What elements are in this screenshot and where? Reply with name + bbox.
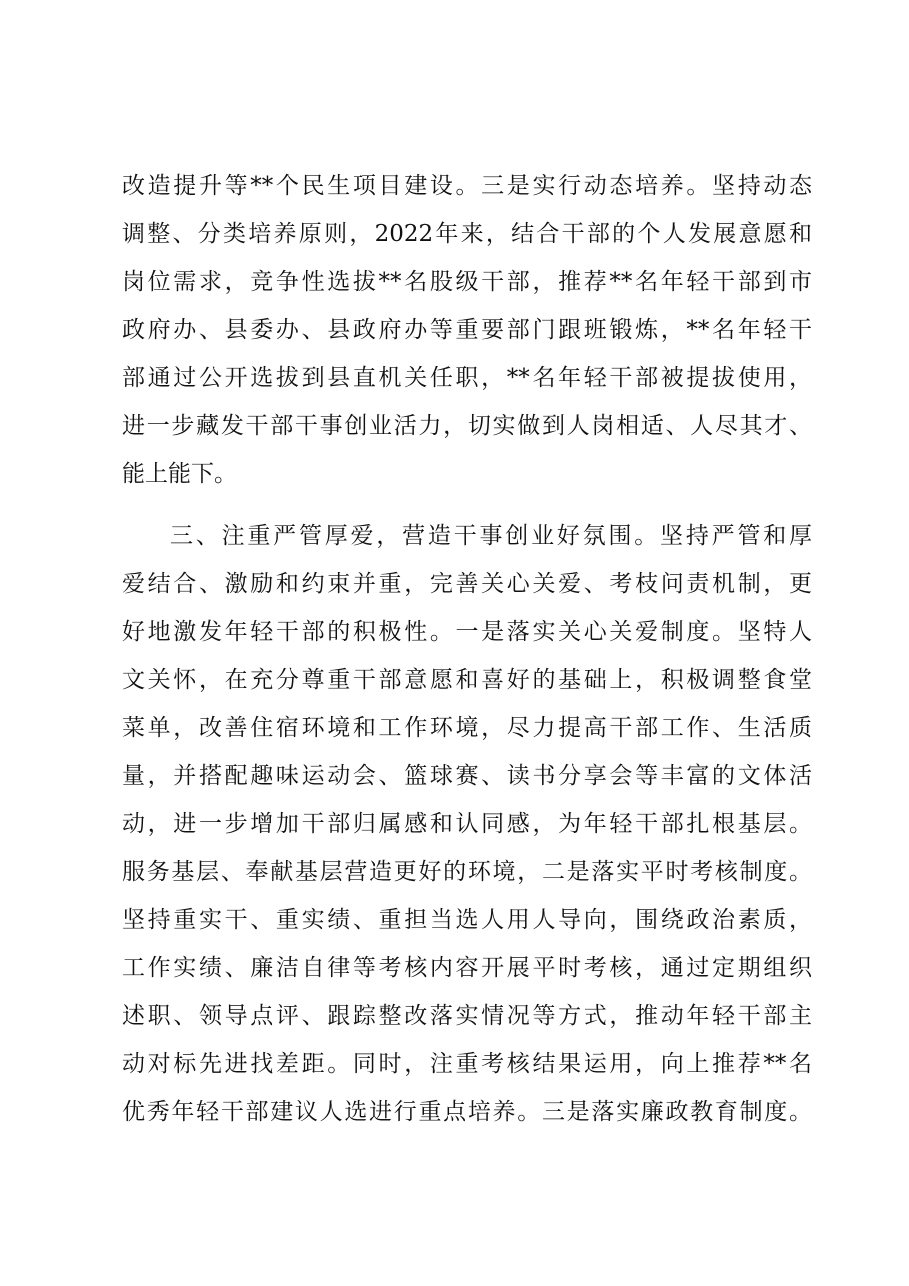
paragraph-line: 菜单，改善住宿环境和工作环境，尽力提高干部工作、生活质 bbox=[122, 715, 812, 741]
paragraph-line: 坚持重实干、重实绩、重担当选人用人导向，围绕政治素质， bbox=[122, 907, 812, 933]
paragraph-line: 动对标先进找差距。同时，注重考核结果运用，向上推荐**名 bbox=[122, 1051, 812, 1077]
paragraph-line: 述职、领导点评、跟踪整改落实情况等方式，推动年轻干部主 bbox=[122, 1003, 812, 1029]
paragraph-line: 调整、分类培养原则，2022年来，结合干部的个人发展意愿和 bbox=[122, 221, 812, 247]
paragraph-line: 服务基层、奉献基层营造更好的环境，二是落实平时考核制度。 bbox=[122, 859, 812, 885]
paragraph-line: 岗位需求，竞争性选拔**名股级干部，推荐**名年轻干部到市 bbox=[122, 269, 812, 295]
paragraph-line: 好地激发年轻干部的积极性。一是落实关心关爱制度。坚特人 bbox=[122, 619, 812, 645]
section-heading-line: 三、注重严管厚爱，营造干事创业好氛围。坚持严管和厚 bbox=[170, 523, 812, 549]
paragraph-line: 优秀年轻干部建议人选进行重点培养。三是落实廉政教育制度。 bbox=[122, 1099, 812, 1125]
paragraph-line: 部通过公开选拔到县直机关任职，**名年轻干部被提拔使用， bbox=[122, 365, 812, 391]
paragraph-line: 政府办、县委办、县政府办等重要部门跟班锻炼，**名年轻干 bbox=[122, 317, 812, 343]
paragraph-line: 量，并搭配趣味运动会、篮球赛、读书分享会等丰富的文体活 bbox=[122, 763, 812, 789]
paragraph-line: 改造提升等**个民生项目建设。三是实行动态培养。坚持动态 bbox=[122, 173, 812, 199]
paragraph-line: 工作实绩、廉洁自律等考核内容开展平时考核，通过定期组织 bbox=[122, 955, 812, 981]
paragraph-line: 能上能下。 bbox=[122, 461, 237, 487]
paragraph-line: 进一步藏发干部干事创业活力，切实做到人岗相适、人尽其才、 bbox=[122, 413, 812, 439]
paragraph-line: 爱结合、激励和约束并重，完善关心关爱、考枝问责机制，更 bbox=[122, 571, 812, 597]
paragraph-line: 动，进一步增加干部归属感和认同感，为年轻干部扎根基层。 bbox=[122, 811, 812, 837]
paragraph-line: 文关怀，在充分尊重干部意愿和喜好的基础上，积极调整食堂 bbox=[122, 667, 812, 693]
